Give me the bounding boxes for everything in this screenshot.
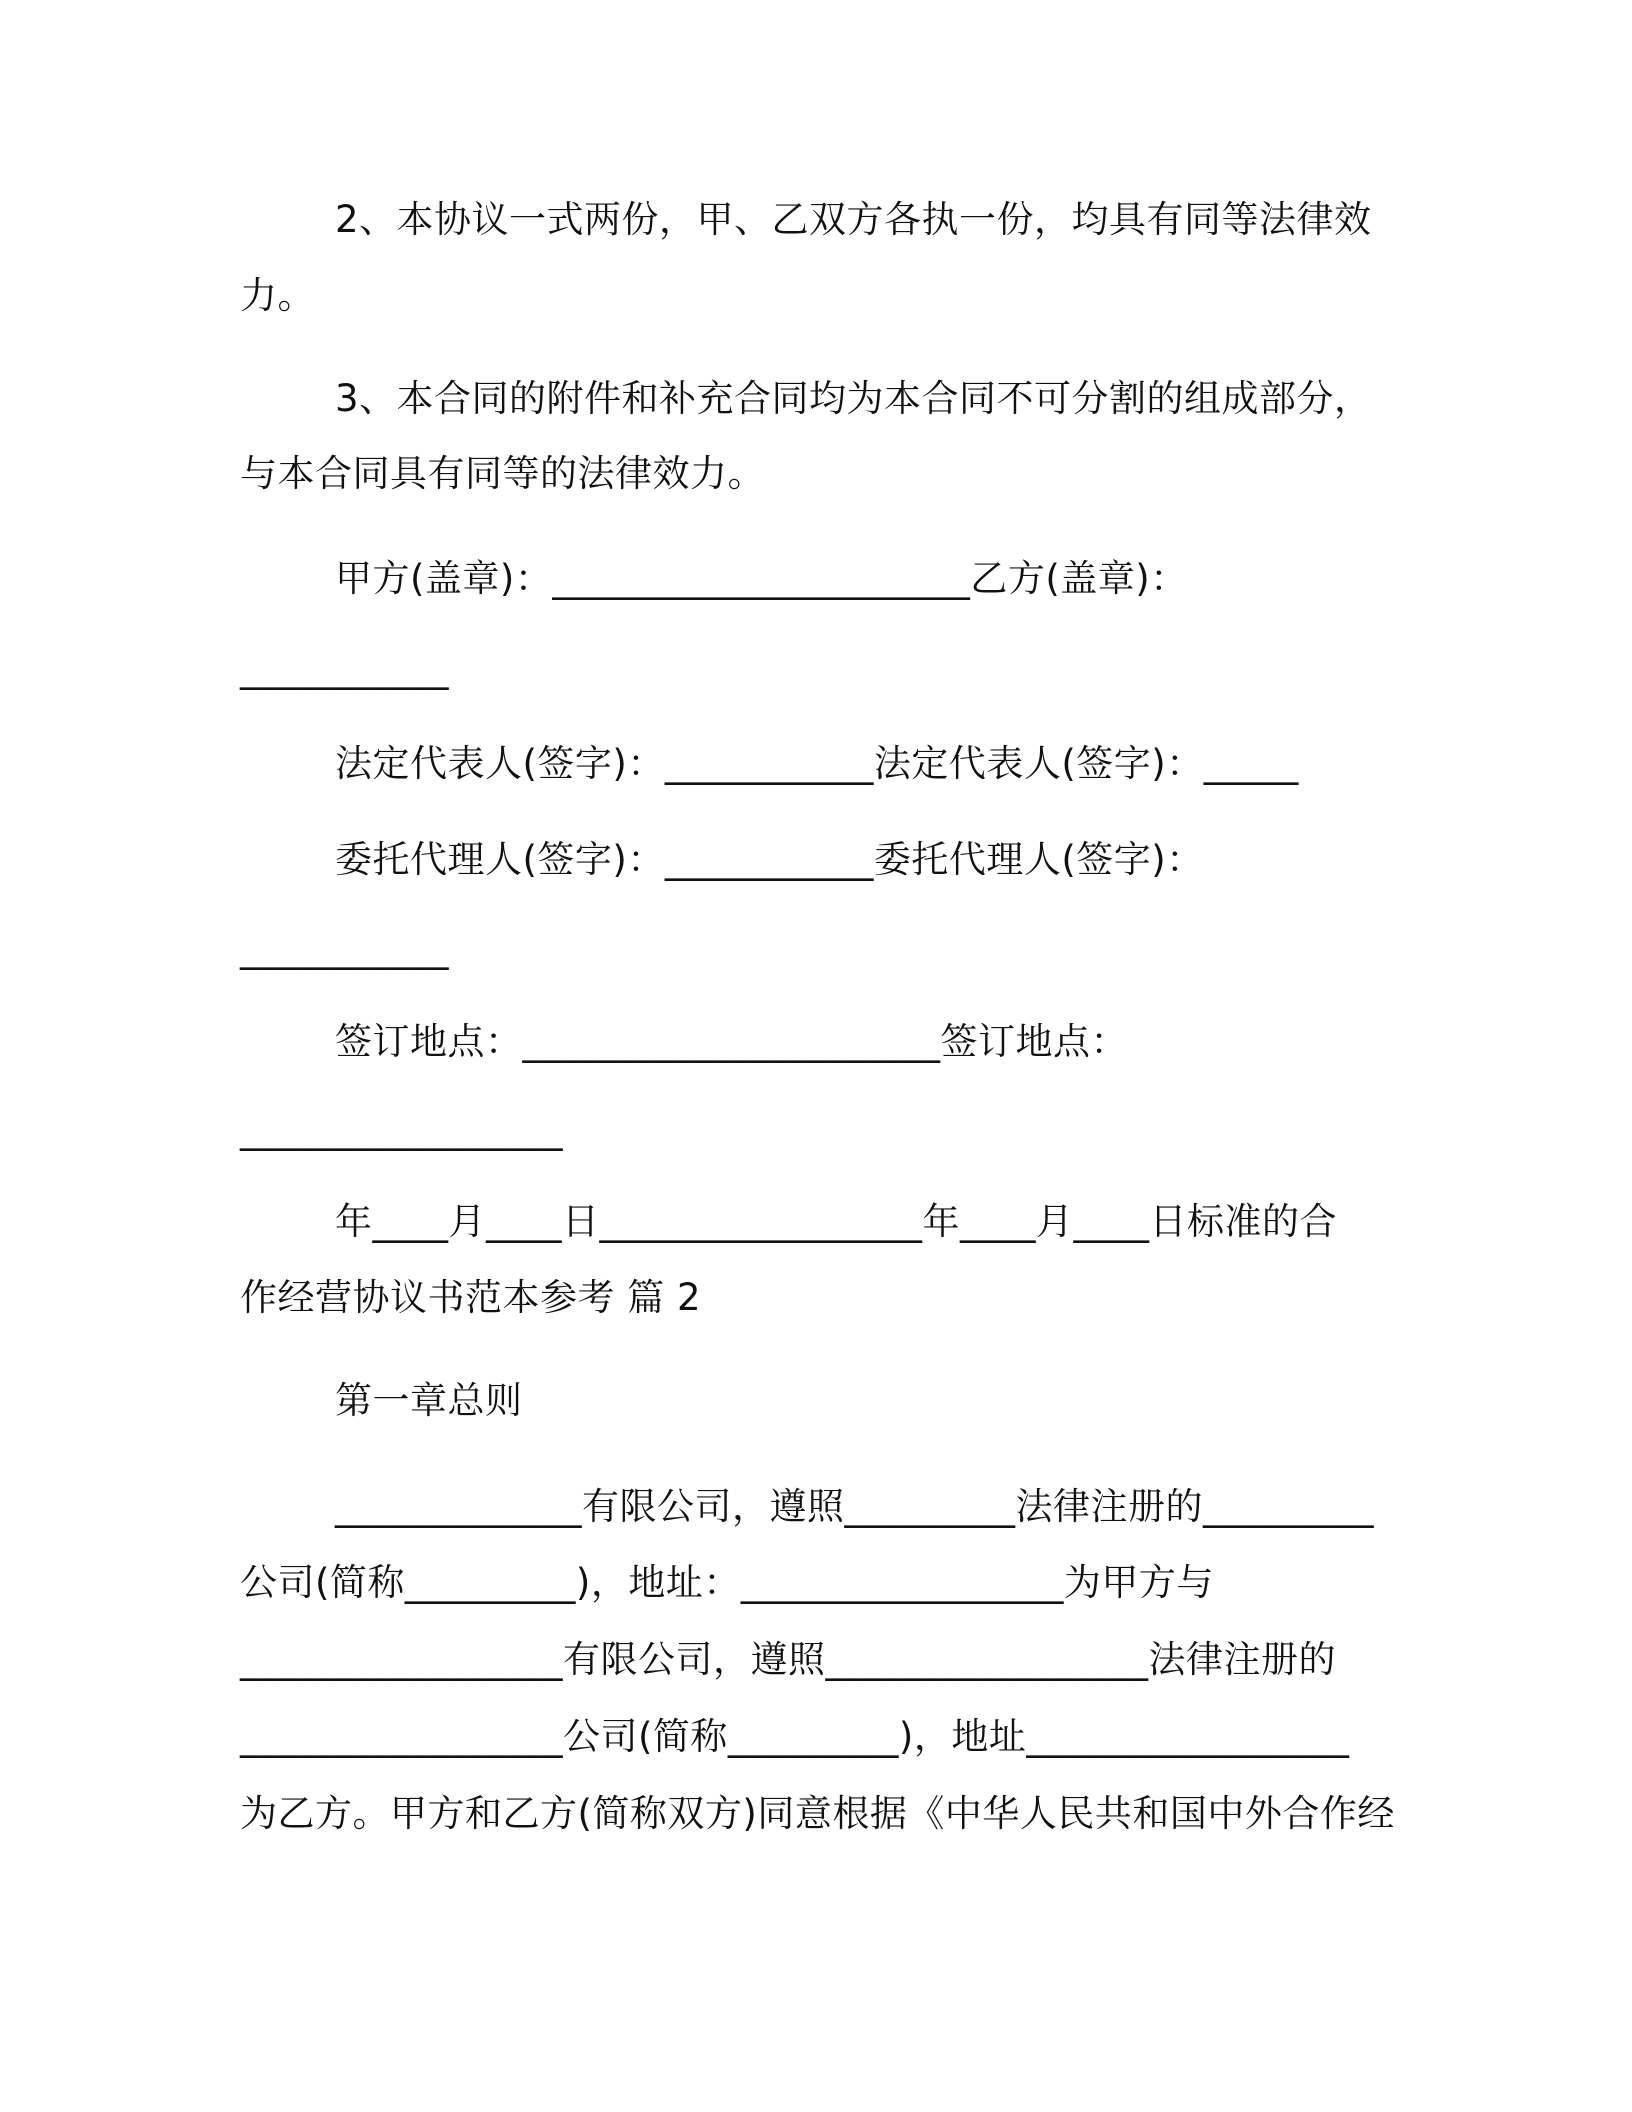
body-paragraph-line-1: _____________有限公司，遵照_________法律注册的_________	[335, 1485, 1374, 1528]
body-paragraph-line-4: _________________公司(简称_________)，地址_________________	[240, 1715, 1350, 1758]
signing-date-line: 年____月____日_________________年____月____日标准的合	[335, 1200, 1337, 1243]
body-paragraph-line-2: 公司(简称_________)，地址：_________________为甲方与	[240, 1561, 1214, 1604]
body-paragraph-line-3: _________________有限公司，遵照_________________法律注册的	[240, 1638, 1336, 1681]
section-heading-line: 作经营协议书范本参考 篇 2	[240, 1276, 702, 1319]
party-seal-blank: ___________	[240, 647, 449, 690]
clause-3-line-2: 与本合同具有同等的法律效力。	[240, 452, 765, 495]
agent-signature-blank: ___________	[240, 927, 449, 970]
signing-place-line: 签订地点：______________________签订地点：	[335, 1020, 1128, 1063]
legal-rep-signature-line: 法定代表人(签字)：___________法定代表人(签字)：_____	[335, 742, 1299, 785]
agent-signature-line: 委托代理人(签字)：___________委托代理人(签字)：	[335, 838, 1204, 881]
signing-place-blank: _________________	[240, 1108, 563, 1151]
clause-2-line-2: 力。	[240, 274, 315, 317]
chapter-title: 第一章总则	[335, 1379, 523, 1422]
party-seal-line: 甲方(盖章)：______________________乙方(盖章)：	[335, 557, 1188, 600]
clause-2-line-1: 2、本协议一式两份，甲、乙双方各执一份，均具有同等法律效	[335, 198, 1372, 241]
body-paragraph-line-5: 为乙方。甲方和乙方(简称双方)同意根据《中华人民共和国中外合作经	[240, 1792, 1395, 1835]
clause-3-line-1: 3、本合同的附件和补充合同均为本合同不可分割的组成部分，	[335, 377, 1372, 420]
